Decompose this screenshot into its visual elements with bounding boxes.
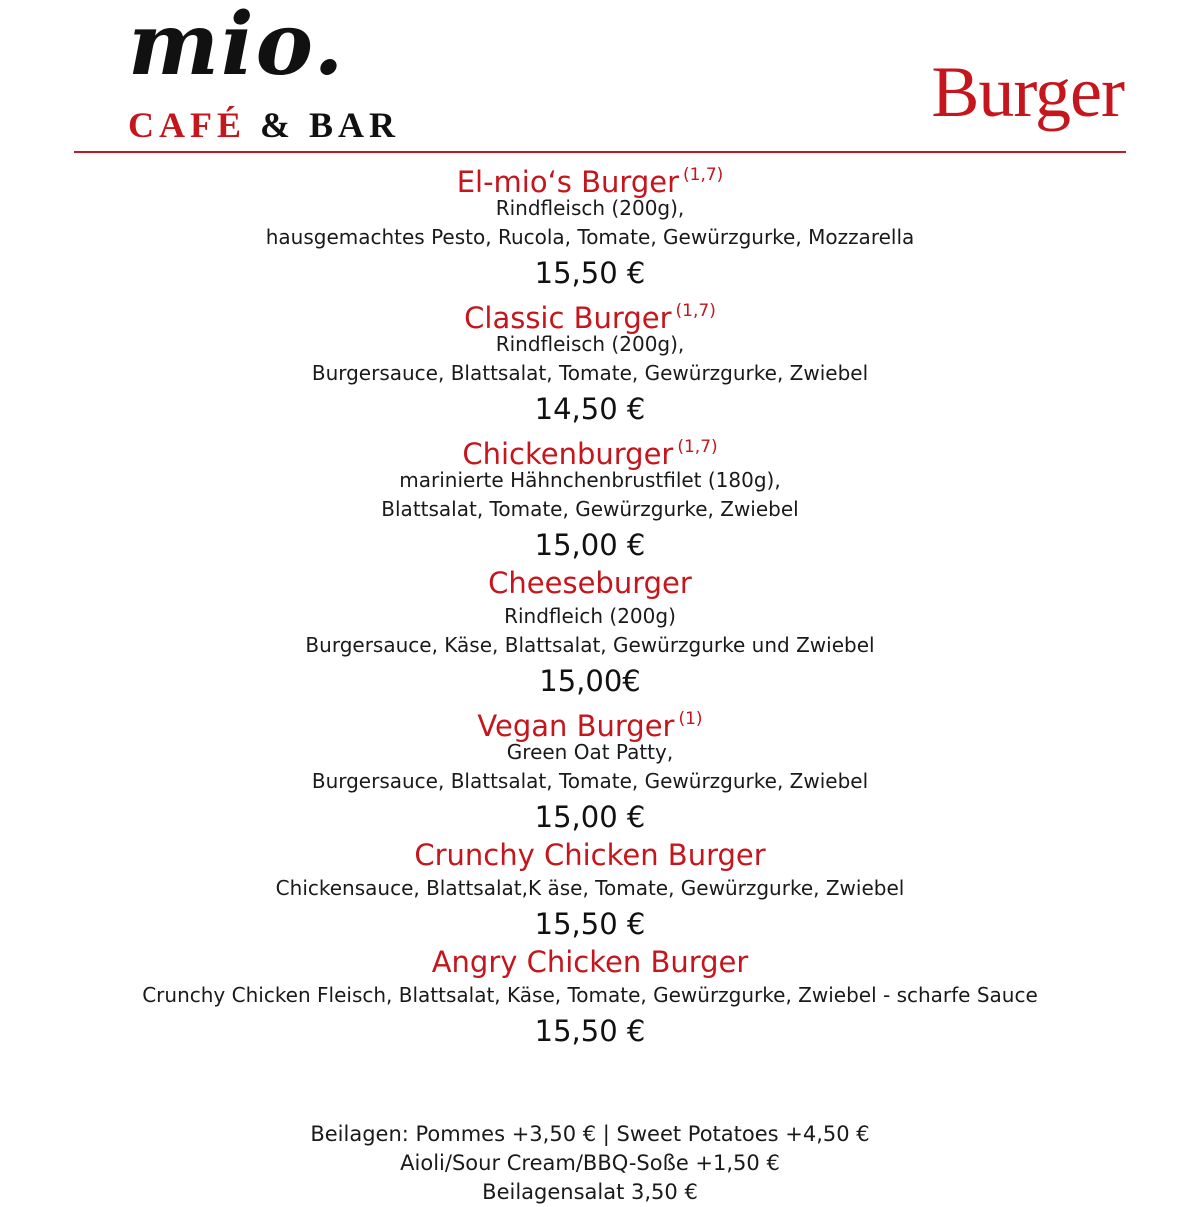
item-description: Crunchy Chicken Fleisch, Blattsalat, Käse, Tomate, Gewürzgurke, Zwiebel - scharfe Sauce	[142, 983, 1038, 1007]
item-name: El-mio‘s Burger $^{(1,7)}$	[456, 165, 724, 199]
sides-line: Beilagensalat 3,50 €	[482, 1180, 698, 1204]
menu-item	[0, 292, 1180, 428]
item-price: 15,50 €	[534, 907, 646, 941]
item-name: Cheeseburger	[488, 566, 692, 600]
item-price: 15,50 €	[534, 1014, 646, 1048]
item-price: 15,50 €	[534, 256, 646, 290]
item-description: Chickensauce, Blattsalat,K äse, Tomate, Gewürzgurke, Zwiebel	[275, 876, 905, 900]
item-description: Burgersauce, Käse, Blattsalat, Gewürzgurke und Zwiebel	[305, 633, 875, 657]
item-price: 15,00€	[539, 664, 641, 698]
menu-item	[0, 564, 1180, 700]
logo-cafe: CAFÉ	[128, 105, 246, 145]
logo-wordmark: mio.	[128, 0, 346, 95]
item-allergens: (1)	[678, 709, 703, 729]
logo-and-bar: & BAR	[260, 105, 400, 145]
sides-line: Aioli/Sour Cream/BBQ-Soße +1,50 €	[400, 1151, 780, 1175]
item-description: Rindfleisch (200g),	[495, 196, 685, 220]
section-title: Burger	[931, 52, 1124, 132]
menu-item	[0, 156, 1180, 292]
item-price: 15,00 €	[534, 800, 646, 834]
sides-info	[0, 1120, 1180, 1207]
item-description: Rindfleisch (200g),	[495, 332, 685, 356]
menu-item	[0, 943, 1180, 1050]
item-description: Green Oat Patty,	[506, 740, 674, 764]
menu-item	[0, 836, 1180, 943]
item-price: 14,50 €	[534, 392, 646, 426]
item-name: Crunchy Chicken Burger	[414, 838, 766, 872]
menu-item	[0, 700, 1180, 836]
item-price: 15,00 €	[534, 528, 646, 562]
item-description: marinierte Hähnchenbrustfilet (180g),	[399, 468, 781, 492]
item-name: Angry Chicken Burger	[431, 945, 749, 979]
header-divider	[74, 151, 1126, 153]
item-allergens: (1,7)	[675, 301, 716, 321]
menu-list	[0, 156, 1180, 1050]
item-description: Burgersauce, Blattsalat, Tomate, Gewürzgurke, Zwiebel	[311, 769, 869, 793]
logo-subtitle	[128, 104, 400, 146]
item-name: Classic Burger $^{(1,7)}$	[464, 301, 716, 335]
item-allergens: (1,7)	[683, 165, 724, 185]
sides-line: Beilagen: Pommes +3,50 € | Sweet Potatoes +4,50 €	[310, 1122, 870, 1146]
item-description: hausgemachtes Pesto, Rucola, Tomate, Gewürzgurke, Mozzarella	[265, 225, 915, 249]
menu-item	[0, 428, 1180, 564]
item-name: Chickenburger $^{(1,7)}$	[462, 437, 718, 471]
item-description: Rindfleich (200g)	[504, 604, 676, 628]
item-allergens: (1,7)	[677, 437, 718, 457]
item-description: Burgersauce, Blattsalat, Tomate, Gewürzgurke, Zwiebel	[311, 361, 869, 385]
item-description: Blattsalat, Tomate, Gewürzgurke, Zwiebel	[381, 497, 799, 521]
item-name: Vegan Burger $^{(1)}$	[477, 709, 703, 743]
